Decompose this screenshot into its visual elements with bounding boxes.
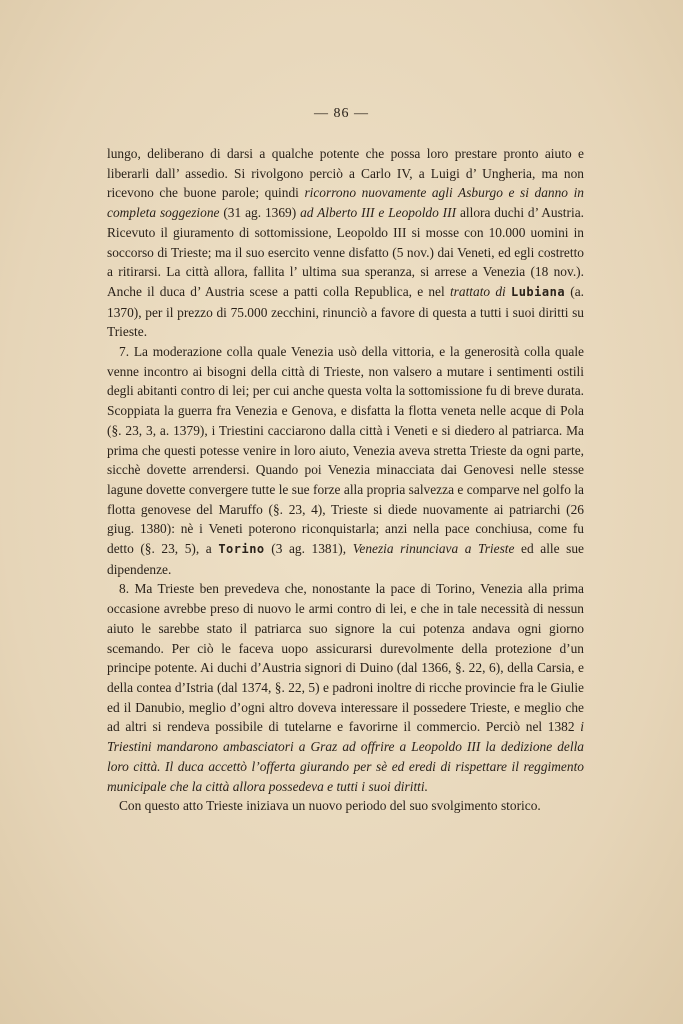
- spaced-place-name: Torino: [218, 542, 265, 557]
- text-run: (3 ag. 1381),: [264, 541, 353, 557]
- text-run: (31 ag. 1369): [219, 205, 301, 221]
- text-run: Con questo atto Trieste iniziava un nuovo periodo del suo svolgimento storico.: [119, 798, 541, 814]
- italic-text: Venezia rinunciava a Trieste: [352, 541, 515, 557]
- page-number: — 86 —: [314, 106, 369, 121]
- text-run: 8. Ma Trieste ben prevedeva che, nonostante la pace di Torino, Venezia alla prima occasione avrebbe preso di nuovo le armi contro di lei, e che in tale necessità di nessun aiuto le sarebbe stato il patriarca suo signore la cui potenza andava ogni giorno scemando. Per ciò le faceva uopo assicurarsi durevolmente della protezione d’un principe potente. Ai duchi d’Austria signori di Duino (dal 1366, §. 22, 6), della Carsia, e della contea d’Istria (dal 1374, §. 22, 5) e padroni inoltre di ricche provincie fra le Giulie ed il Danubio, meglio d’ogni altro doveva interessare il possedere Trieste, e meglio che ad altri si rendeva possibile di tutelarne e favorirne il commercio. Perciò nel 1382: [107, 581, 584, 735]
- paragraph: [107, 342, 584, 579]
- text-run: (a. 1370), per il prezzo di 75.000 zecchini, rinunciò a favore di questa a tutti i suoi diritti su Trieste.: [107, 283, 585, 340]
- text-run: lungo, deliberano di darsi a qualche potente che possa loro prestare pronto aiuto e liberarli dall’ assedio. Si rivolgono perciò a Carlo IV, a Luigi d’ Ungheria, ma non ricevono che buone parole; quindi: [107, 146, 584, 201]
- italic-text: ad Alberto III e Leopoldo III: [300, 205, 457, 221]
- text-run: 7. La moderazione colla quale Venezia usò della vittoria, e la generosità colla quale venne incontro ai bisogni della città di Trieste, non valsero a mutare i sentimenti ostili degli abitanti contro di lei; per cui anche questa volta la sottomissione fu di breve durata. Scoppiata la guerra fra Venezia e Genova, e disfatta la flotta veneta nelle acque di Pola (§. 23, 3, a. 1379), i Triestini cacciarono dalla città i Veneti e si diedero al patriarca. Ma prima che questi potesse venire in loro aiuto, Venezia aveva stretta Trieste da ogni parte, sicchè dovette arrendersi. Quando poi Venezia minacciata dai Genovesi nelle stesse lagune dovette convergere tutte le sue forze alla propria salvezza e comparve nel golfo la flotta genovese del Maruffo (§. 23, 4), Trieste si diede nuovamente ai patriarchi (26 giug. 1380): nè i Veneti poterono riconquistarla; anzi nella pace conchiusa, come fu detto (§. 23, 5), a: [107, 344, 584, 557]
- italic-text: i Triestini mandarono ambasciatori a Graz ad offrire a Leopoldo III la dedizione della loro città. Il duca accettò l’offerta giurando per sè ed eredi di rispettare il reggimento municipale che la città allora possedeva e tutti i suoi diritti.: [107, 719, 584, 794]
- paragraph: [107, 579, 584, 796]
- text-run: ed alle sue dipendenze.: [107, 541, 584, 577]
- body-text: [107, 144, 584, 816]
- paragraph: [107, 796, 584, 816]
- italic-text: ricorrono nuovamente agli Asburgo e si danno in completa soggezione: [107, 185, 584, 221]
- paragraph: [107, 144, 584, 342]
- spaced-place-name: Lubiana: [510, 284, 566, 299]
- text-run: allora duchi d’ Austria. Ricevuto il giuramento di sottomissione, Leopoldo III si mosse con 10.000 uomini in soccorso di Trieste; ma il suo esercito venne disfatto (5 nov.) dai Veneti, ed egli costretto a ritirarsi. La città allora, fallita l’ ultima sua speranza, si arrese a Venezia (18 nov.). Anche il duca d’ Austria scese a patti colla Republica, e nel: [107, 205, 584, 299]
- italic-text: trattato di: [449, 283, 506, 299]
